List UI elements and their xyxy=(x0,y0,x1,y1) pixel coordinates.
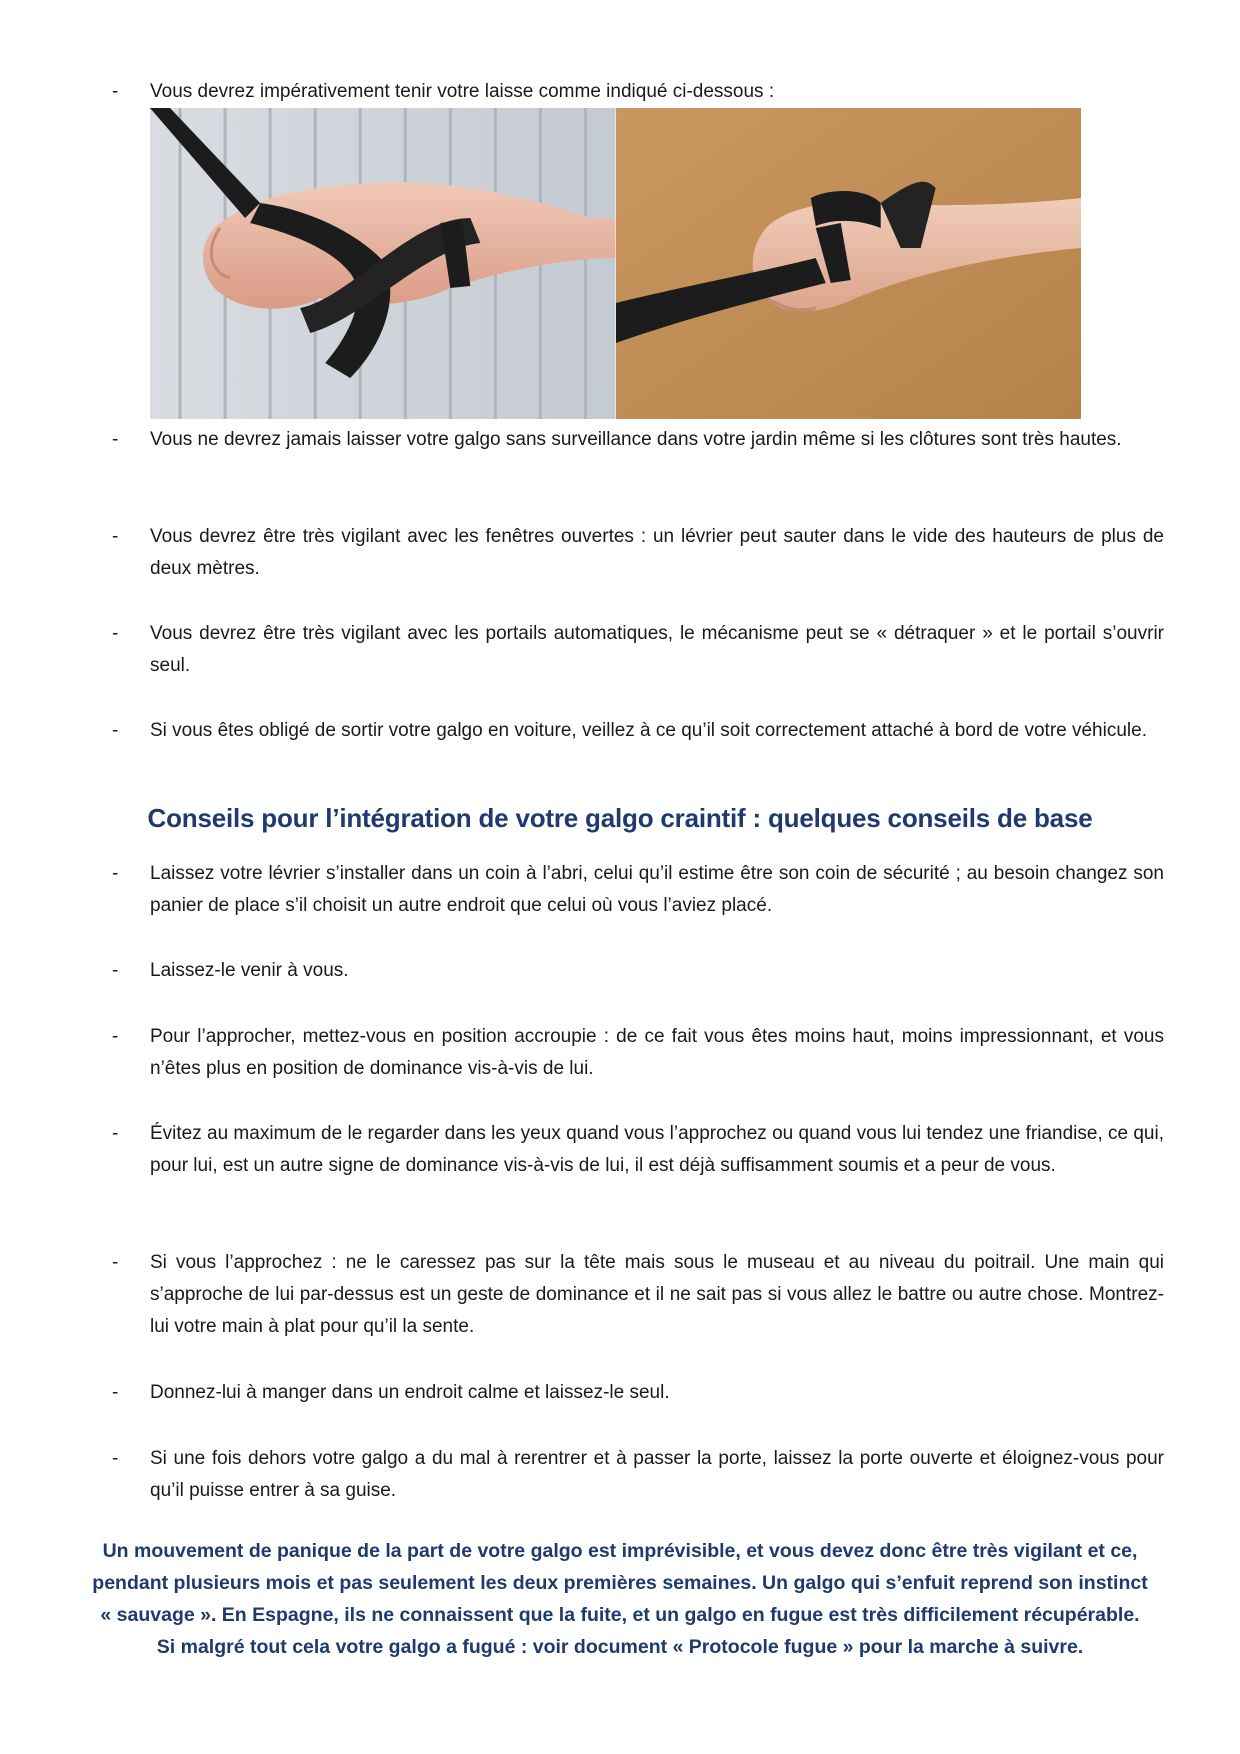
bullet-text: Laissez-le venir à vous. xyxy=(150,960,349,981)
bullet-text: Si une fois dehors votre galgo a du mal à rerentrer et à passer la porte, laissez la porte ouverte et éloignez-vous pour qu’il puisse entrer à sa guise. xyxy=(150,1448,1164,1501)
bullet-text: Vous devrez impérativement tenir votre laisse comme indiqué ci-dessous : xyxy=(150,81,775,102)
bullet-item-come xyxy=(112,955,1164,987)
bullet-marker: - xyxy=(112,623,119,644)
bullet-text: Vous devrez être très vigilant avec les portails automatiques, le mécanisme peut se « détraquer » et le portail s’ouvrir seul. xyxy=(150,623,1164,676)
warning-line: pendant plusieurs mois et pas seulement les deux premières semaines. Un galgo qui s’enfuit reprend son instinct xyxy=(92,1572,1148,1594)
bullet-text: Vous ne devrez jamais laisser votre galgo sans surveillance dans votre jardin même si les clôtures sont très hautes. xyxy=(150,429,1122,450)
bullet-text: Vous devrez être très vigilant avec les fenêtres ouvertes : un lévrier peut sauter dans le vide des hauteurs de plus de deux mètres. xyxy=(150,526,1164,579)
section-heading: Conseils pour l’intégration de votre galgo craintif : quelques conseils de base xyxy=(147,803,1093,833)
bullet-marker: - xyxy=(112,526,119,547)
bullet-marker: - xyxy=(112,863,119,884)
bullet-item-windows xyxy=(112,521,1164,585)
bullet-text: Pour l’approcher, mettez-vous en position accroupie : de ce fait vous êtes moins haut, moins impressionnant, et vous n’êtes plus en position de dominance vis-à-vis de lui. xyxy=(150,1026,1164,1079)
bullet-marker: - xyxy=(112,81,119,102)
bullet-item-door xyxy=(112,1443,1164,1507)
bullet-item-eyes xyxy=(112,1118,1164,1182)
bullet-text: Si vous l’approchez : ne le caressez pas sur la tête mais sous le museau et au niveau du poitrail. Une main qui s’approche de lui par-dessus est un geste de dominance et il ne sait pas si vous allez le battre ou autre chose. Montrez-lui votre main à plat pour qu’il la sente. xyxy=(150,1252,1164,1337)
bullet-text: Donnez-lui à manger dans un endroit calme et laissez-le seul. xyxy=(150,1382,670,1403)
bullet-marker: - xyxy=(112,1026,119,1047)
bullet-item-car xyxy=(112,715,1164,747)
warning-line: Si malgré tout cela votre galgo a fugué : voir document « Protocole fugue » pour la marche à suivre. xyxy=(156,1636,1084,1658)
bullet-item-gates xyxy=(112,618,1164,682)
bullet-item-garden xyxy=(112,424,1164,456)
bullet-marker: - xyxy=(112,429,119,450)
bullet-marker: - xyxy=(112,720,119,741)
bullet-item-crouch xyxy=(112,1021,1164,1085)
leash-photos xyxy=(150,108,1081,419)
photo-hand-leash-right xyxy=(616,108,1082,419)
bullet-text: Laissez votre lévrier s’installer dans un coin à l’abri, celui qu’il estime être son coin de sécurité ; au besoin changez son panier de place s’il choisit un autre endroit que celui où vous l’aviez placé. xyxy=(150,863,1164,916)
photo-hand-leash-left xyxy=(150,108,616,419)
bullet-item-feed xyxy=(112,1377,1164,1409)
bullet-item-corner xyxy=(112,858,1164,922)
warning-note xyxy=(70,1535,1170,1663)
bullet-item-pet xyxy=(112,1247,1164,1343)
bullet-marker: - xyxy=(112,1252,119,1273)
bullet-text: Évitez au maximum de le regarder dans les yeux quand vous l’approchez ou quand vous lui tendez une friandise, ce qui, pour lui, est un autre signe de dominance vis-à-vis de lui, il est déjà suffisamment soumis et a peur de vous. xyxy=(150,1123,1164,1176)
warning-line: Un mouvement de panique de la part de votre galgo est imprévisible, et vous devez donc être très vigilant et ce, xyxy=(102,1540,1138,1562)
bullet-marker: - xyxy=(112,1123,119,1144)
bullet-marker: - xyxy=(112,1448,119,1469)
bullet-marker: - xyxy=(112,1382,119,1403)
bullet-text: Si vous êtes obligé de sortir votre galgo en voiture, veillez à ce qu’il soit correctement attaché à bord de votre véhicule. xyxy=(150,720,1147,741)
bullet-item-hold-leash xyxy=(112,76,1164,108)
bullet-marker: - xyxy=(112,960,119,981)
warning-line: « sauvage ». En Espagne, ils ne connaissent que la fuite, et un galgo en fugue est très difficilement récupérable. xyxy=(100,1604,1140,1626)
